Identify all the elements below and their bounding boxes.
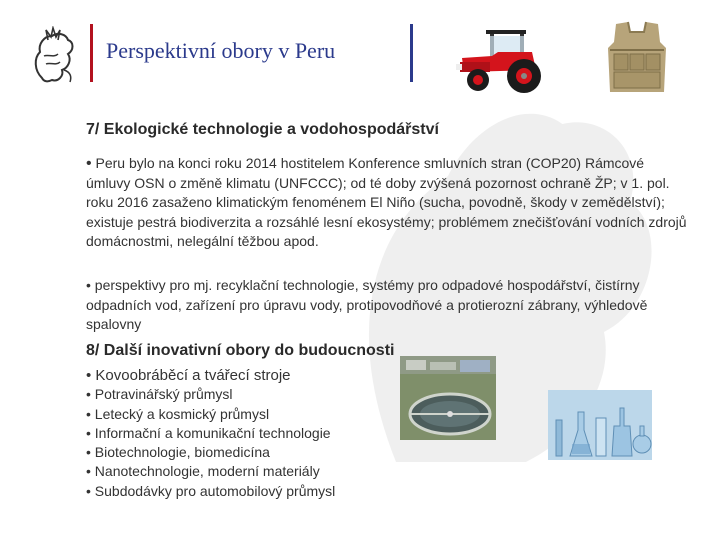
tactical-vest-icon: [600, 18, 674, 98]
list-item: • Kovoobráběcí a tvářecí stroje: [86, 367, 291, 384]
section-8-list: [86, 366, 335, 501]
bullet-icon: •: [86, 367, 96, 384]
section-7-bullet-1-text: Peru bylo na konci roku 2014 hostitelem Konference smluvních stran (COP20) Rámcové úmluvy OSN o změně klimatu (UNFCCC); od té doby zvýšená pozornost ochraně ŽP; v 1. pol. roku 2016 zasaženo klimatickým fenoménem El Niño (sucha, povodně, škody v zemědělství); existuje pestrá biodiverzita a rozsáhlé lesní ekosystémy; problémem znečišťování vodních zdrojů domácnostmi, nelegální těžbou apod.: [86, 155, 687, 249]
list-item: • Informační a komunikační technologie: [86, 424, 331, 441]
section-8-heading: 8/ Další inovativní obory do budoucnosti: [86, 342, 395, 359]
tractor-icon: [452, 22, 552, 96]
list-item: • Nanotechnologie, moderní materiály: [86, 463, 320, 480]
bullet-icon: •: [86, 405, 95, 422]
section-7-bullet-2: [86, 276, 692, 335]
water-treatment-plant-icon: [400, 356, 496, 440]
header-divider-right: [410, 24, 413, 82]
bullet-icon: •: [86, 277, 91, 293]
list-item: • Biotechnologie, biomedicína: [86, 444, 270, 461]
list-item: • Subdodávky pro automobilový průmysl: [86, 482, 336, 499]
bullet-icon: •: [86, 155, 92, 172]
slide-title: Perspektivní obory v Peru: [106, 38, 336, 63]
czech-lion-icon: [28, 26, 76, 84]
section-7-bullet-1: [86, 154, 692, 252]
bullet-icon: •: [86, 463, 95, 480]
section-7-bullet-2-text: perspektivy pro mj. recyklační technologie, systémy pro odpadové hospodářství, čistírny odpadních vod, zařízení pro úpravu vody, protipovodňové a protierozní zábrany, výhledově spalovny: [86, 277, 648, 332]
bullet-icon: •: [86, 444, 95, 461]
bullet-icon: •: [86, 482, 95, 499]
list-item: • Letecký a kosmický průmysl: [86, 405, 270, 422]
header-divider-left: [90, 24, 93, 82]
section-7-heading: 7/ Ekologické technologie a vodohospodářství: [86, 121, 439, 138]
laboratory-glassware-icon: [548, 390, 652, 460]
bullet-icon: •: [86, 386, 95, 403]
bullet-icon: •: [86, 424, 95, 441]
list-item: • Potravinářský průmysl: [86, 386, 233, 403]
